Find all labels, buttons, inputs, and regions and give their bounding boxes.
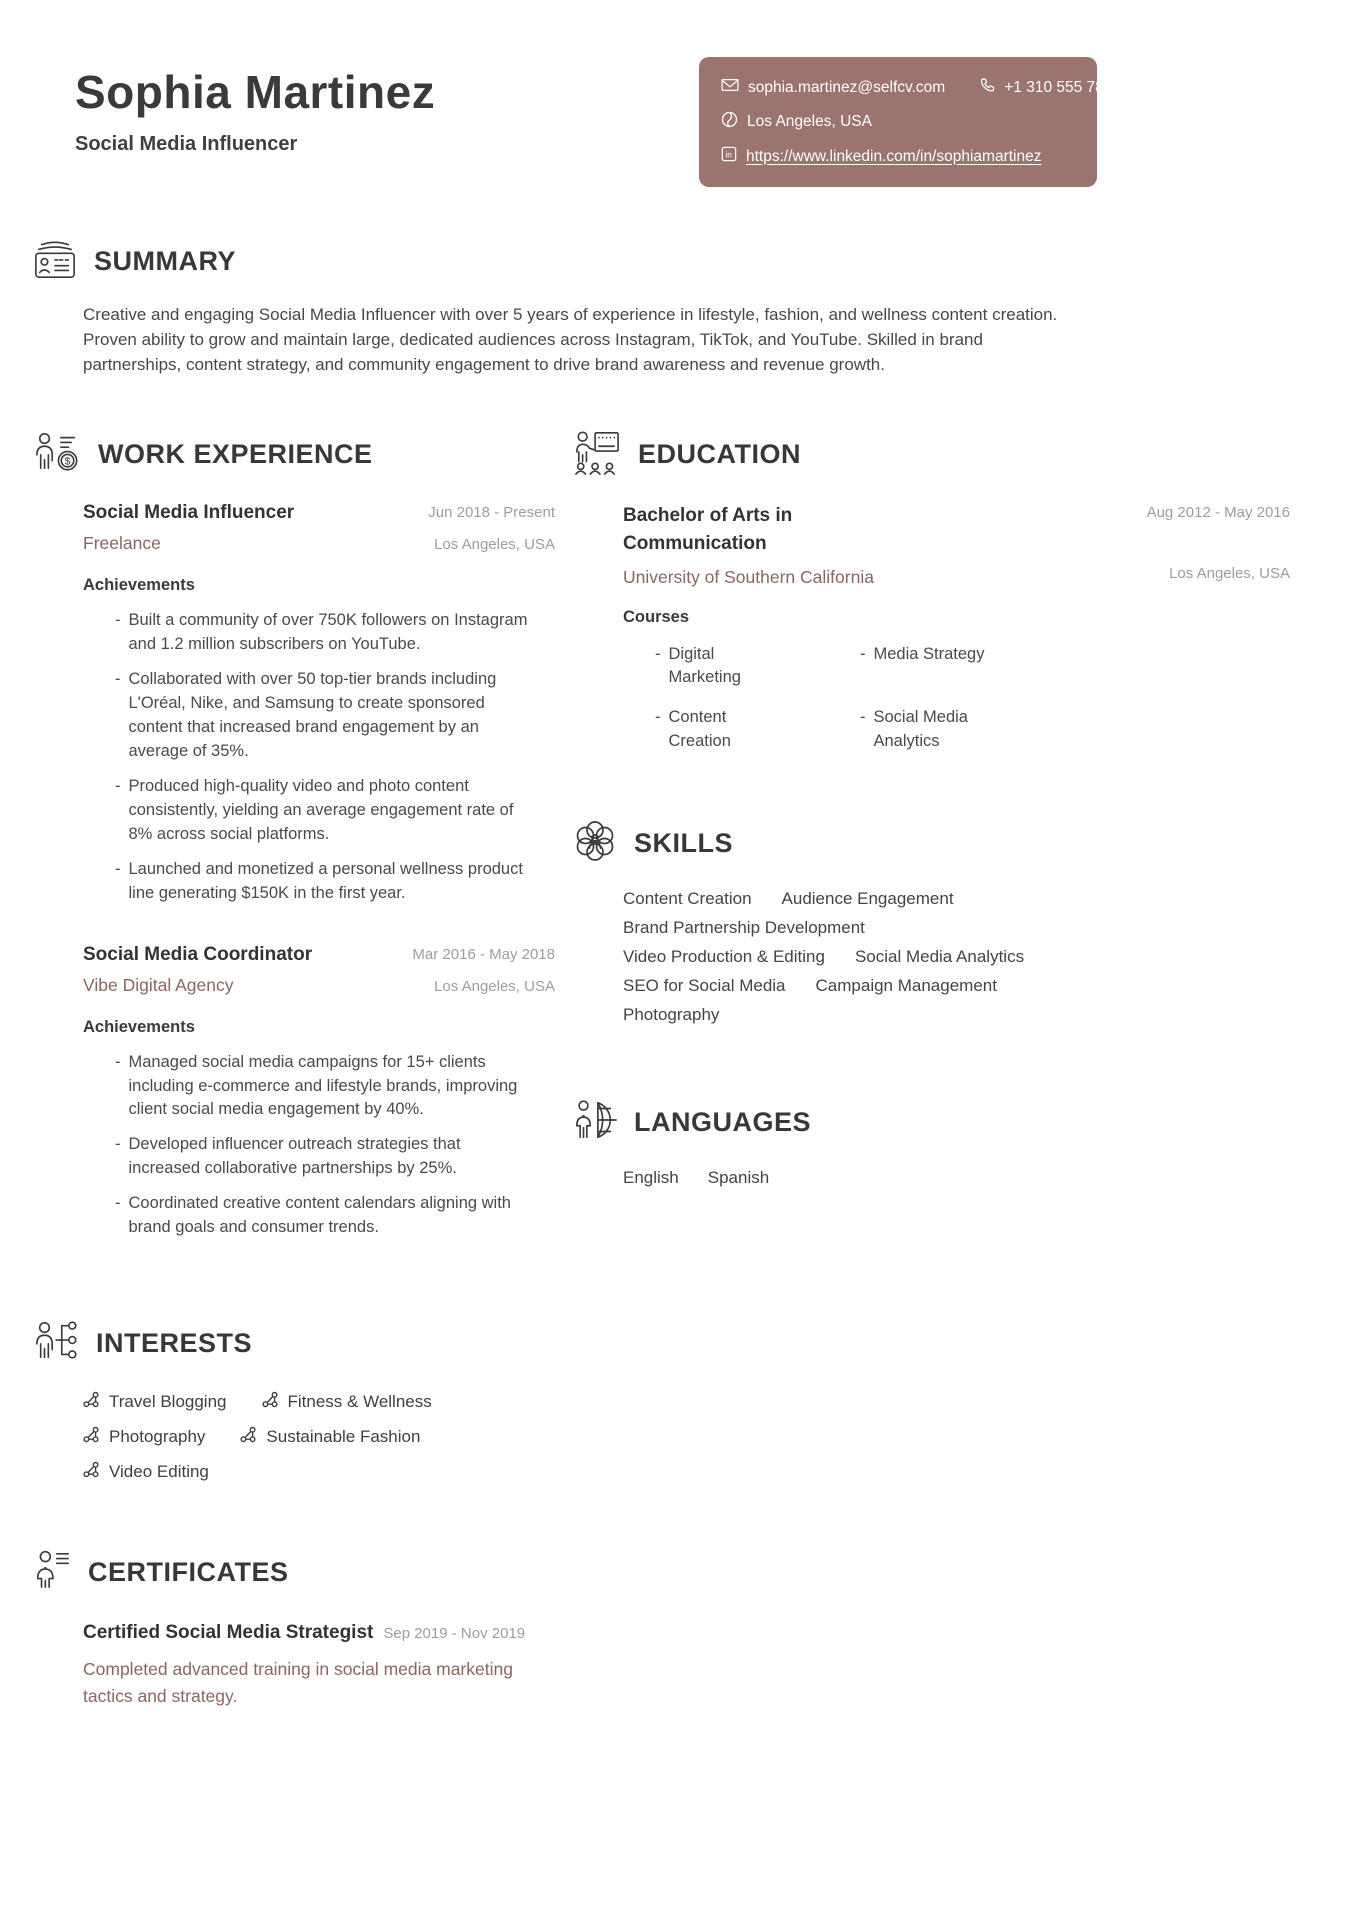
job-header <box>83 944 555 996</box>
education-meta <box>1147 502 1290 587</box>
certificate-title-row <box>83 1622 555 1644</box>
certificate-name: Certified Social Media Strategist <box>83 1622 374 1644</box>
phone-icon <box>979 77 995 98</box>
skill-list <box>623 889 1053 1025</box>
interest-label: Photography <box>109 1427 206 1447</box>
achievement-item: - Built a community of over 750K followers on Instagram and 1.2 million subscribers on YouTube. <box>115 609 535 657</box>
network-nodes-icon <box>83 1461 100 1483</box>
work-section-body <box>83 502 555 1240</box>
contact-location <box>721 111 872 133</box>
interests-section <box>32 1318 555 1483</box>
skill-item: Audience Engagement <box>781 889 954 909</box>
content-columns <box>32 429 1290 1710</box>
education-dates: Aug 2012 - May 2016 <box>1146 504 1290 522</box>
summary-section-header <box>32 237 1290 286</box>
skills-section-header <box>572 818 1290 869</box>
achievement-item: - Produced high-quality video and photo content consistently, yielding an average engagement rate of 8% across social platforms. <box>115 775 535 847</box>
job-title-company <box>83 502 294 554</box>
skill-item: Video Production & Editing <box>623 947 825 967</box>
education-location: Los Angeles, USA <box>1169 564 1290 582</box>
achievement-item: - Coordinated creative content calendars aligning with brand goals and consumer trends. <box>115 1192 535 1240</box>
course-item: - Digital Marketing <box>655 643 790 691</box>
job-meta <box>428 502 555 554</box>
svg-text:in: in <box>725 150 732 160</box>
email-icon <box>721 77 739 98</box>
skills-icon <box>572 818 618 869</box>
achievements-label: Achievements <box>83 576 195 595</box>
certificate-description: Completed advanced training in social media marketing tactics and strategy. <box>83 1659 513 1707</box>
job-title: Social Media Influencer <box>83 502 295 524</box>
network-nodes-icon <box>83 1391 100 1413</box>
contact-linkedin <box>721 146 1042 167</box>
interest-item <box>262 1391 432 1413</box>
certificate-entry <box>83 1622 555 1710</box>
certificates-section <box>32 1547 555 1710</box>
certificates-heading: CERTIFICATES <box>88 1557 289 1588</box>
identity-block <box>75 57 435 156</box>
interest-label: Fitness & Wellness <box>287 1392 432 1412</box>
interest-item <box>83 1426 205 1448</box>
achievement-list <box>115 609 555 905</box>
network-nodes-icon <box>262 1391 279 1413</box>
education-section-header <box>572 429 1290 480</box>
interests-section-header <box>32 1318 555 1369</box>
contact-email-text: sophia.martinez@selfcv.com <box>748 78 946 96</box>
summary-heading: SUMMARY <box>94 246 236 276</box>
education-entry-header <box>623 502 1290 587</box>
person-name: Sophia Martinez <box>75 66 436 118</box>
achievement-item: - Launched and monetized a personal wellness product line generating $150K in the first year. <box>115 858 535 906</box>
contact-card <box>699 57 1122 187</box>
summary-icon <box>32 237 78 286</box>
education-school: University of Southern California <box>623 566 874 587</box>
skill-item: Content Creation <box>623 889 752 909</box>
language-list <box>623 1168 1290 1188</box>
network-nodes-icon <box>240 1426 257 1448</box>
right-column <box>572 429 1290 1710</box>
job-entry <box>83 944 555 1240</box>
education-degree: Bachelor of Arts in Communication <box>623 505 793 555</box>
education-heading: EDUCATION <box>638 439 801 470</box>
work-section-header <box>32 429 555 480</box>
job-title: Social Media Coordinator <box>83 943 313 965</box>
globe-icon <box>721 111 738 133</box>
interest-label: Travel Blogging <box>109 1392 227 1412</box>
person-job-title: Social Media Influencer <box>75 133 298 155</box>
skill-item: Social Media Analytics <box>854 947 1025 967</box>
languages-heading: LANGUAGES <box>634 1107 812 1138</box>
job-title-company <box>83 944 312 996</box>
languages-section <box>572 1097 1290 1188</box>
job-meta <box>412 944 555 996</box>
job-company: Freelance <box>83 533 161 554</box>
certificates-icon <box>32 1547 72 1598</box>
achievement-item: - Managed social media campaigns for 15+ clients including e-commerce and lifestyle brands, improving client social media engagement by 40%. <box>115 1051 535 1123</box>
interest-item <box>83 1391 227 1413</box>
course-item: - Content Creation <box>655 706 790 754</box>
education-icon <box>572 429 622 480</box>
summary-section <box>32 237 1290 377</box>
interest-label: Sustainable Fashion <box>266 1427 421 1447</box>
skill-item: Photography <box>623 1005 720 1025</box>
header <box>32 57 1290 187</box>
job-location: Los Angeles, USA <box>434 536 555 554</box>
course-item: - Media Strategy <box>860 643 995 691</box>
work-experience-section <box>32 429 555 1240</box>
contact-row-2 <box>721 111 1075 133</box>
education-section <box>572 429 1290 754</box>
course-item: - Social Media Analytics <box>860 706 995 754</box>
skill-item: SEO for Social Media <box>623 976 786 996</box>
job-entry <box>83 502 555 905</box>
summary-text: Creative and engaging Social Media Influencer with over 5 years of experience in lifestyle, fashion, and wellness content creation. Proven ability to grow and maintain large, dedicated audiences across Instagram, TikTok, and YouTube. Skilled in brand partnerships, content strategy, and community engagement to drive brand awareness and revenue growth. <box>83 305 1058 375</box>
languages-icon <box>572 1097 618 1148</box>
contact-phone <box>979 77 1121 98</box>
skill-item: Campaign Management <box>815 976 997 996</box>
interest-label: Video Editing <box>109 1462 209 1482</box>
language-item: English <box>623 1168 679 1188</box>
left-column <box>32 429 555 1710</box>
interest-item <box>240 1426 420 1448</box>
courses-label: Courses <box>623 607 690 626</box>
course-list <box>655 643 1290 755</box>
job-location: Los Angeles, USA <box>434 977 555 995</box>
languages-section-header <box>572 1097 1290 1148</box>
certificate-dates: Sep 2019 - Nov 2019 <box>383 1625 526 1643</box>
linkedin-icon <box>721 146 737 167</box>
language-item: Spanish <box>707 1168 770 1188</box>
work-experience-icon <box>32 429 82 480</box>
achievement-item: - Developed influencer outreach strategies that increased collaborative partnerships by 25%. <box>115 1133 535 1181</box>
contact-email <box>721 77 945 98</box>
achievement-list <box>115 1051 555 1240</box>
job-company: Vibe Digital Agency <box>83 974 234 995</box>
certificates-section-header <box>32 1547 555 1598</box>
contact-location-text: Los Angeles, USA <box>747 113 872 130</box>
contact-row-1 <box>721 77 1122 98</box>
contact-phone-text: +1 310 555 7821 <box>1004 78 1122 96</box>
job-header <box>83 502 555 554</box>
interests-heading: INTERESTS <box>96 1328 253 1359</box>
interest-item <box>83 1461 209 1483</box>
linkedin-link[interactable]: https://www.linkedin.com/in/sophiamartinez <box>746 147 1042 165</box>
education-degree-school <box>623 502 923 587</box>
job-dates: Jun 2018 - Present <box>428 504 555 522</box>
interests-icon <box>32 1318 80 1369</box>
skill-item: Brand Partnership Development <box>623 918 865 938</box>
contact-row-3 <box>721 146 1075 167</box>
job-dates: Mar 2016 - May 2018 <box>412 945 555 963</box>
skills-section <box>572 818 1290 1025</box>
svg-text:$: $ <box>64 455 71 468</box>
achievement-item: - Collaborated with over 50 top-tier brands including L'Oréal, Nike, and Samsung to create sponsored content that increased brand engagement by an average of 35%. <box>115 668 535 764</box>
education-body <box>623 502 1290 754</box>
work-heading: WORK EXPERIENCE <box>98 439 373 470</box>
achievements-label: Achievements <box>83 1017 195 1036</box>
skills-heading: SKILLS <box>634 828 734 859</box>
interest-list <box>83 1391 553 1483</box>
network-nodes-icon <box>83 1426 100 1448</box>
